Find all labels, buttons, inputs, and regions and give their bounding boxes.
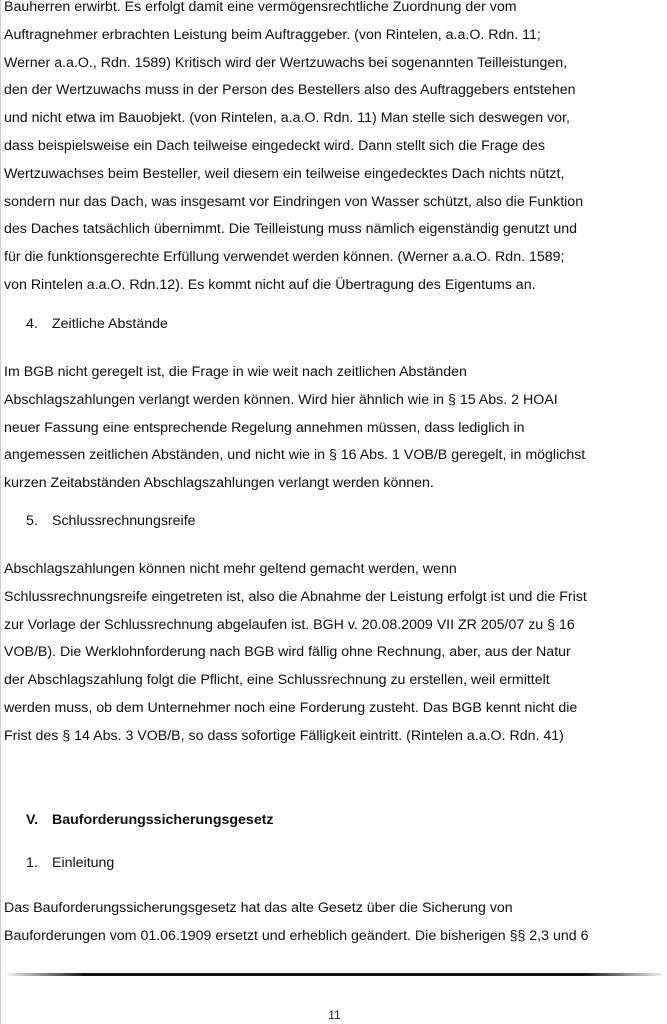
- text-line: dass beispielsweise ein Dach teilweise eingedeckt wird. Dann stellt sich die Frage des: [4, 137, 545, 154]
- heading-number: 5.: [26, 513, 38, 529]
- text-line: Abschlagszahlungen verlangt werden können. Wird hier ähnlich wie in § 15 Abs. 2 HOAI: [4, 391, 558, 408]
- text-line: Wertzuwachses beim Besteller, weil diesem ein teilweise eingedecktes Dach nichts nützt,: [4, 165, 565, 182]
- text-line: für die funktionsgerechte Erfüllung verwendet werden können. (Werner a.a.O. Rdn. 1589;: [4, 249, 565, 266]
- text-line: Werner a.a.O., Rdn. 1589) Kritisch wird der Wertzuwachs bei sogenannten Teilleistungen,: [4, 54, 568, 71]
- text-line: und nicht etwa im Bauobjekt. (von Rintelen, a.a.O. Rdn. 11) Man stelle sich deswegen vor,: [4, 110, 570, 127]
- text-line: zur Vorlage der Schlussrechnung abgelaufen ist. BGH v. 20.08.2009 VII ZR 205/07 zu § 16: [4, 616, 575, 633]
- text-line: Auftragnehmer erbrachten Leistung beim Auftraggeber. (von Rintelen, a.a.O. Rdn. 11;: [4, 26, 541, 43]
- paragraph-zeitliche-abstaende: [4, 359, 585, 498]
- text-line: sondern nur das Dach, was insgesamt vor Eindringen von Wasser schützt, also die Funktion: [4, 193, 584, 210]
- text-line: Das Bauforderungssicherungsgesetz hat das alte Gesetz über die Sicherung von: [4, 900, 513, 916]
- heading-title: Zeitliche Abstände: [52, 316, 168, 332]
- heading-number: 4.: [26, 316, 38, 332]
- page-number: 11: [328, 1008, 341, 1022]
- text-line: Schlussrechnungsreife eingetreten ist, also die Abnahme der Leistung erfolgt ist und die Frist: [4, 588, 587, 605]
- heading-einleitung: [26, 855, 114, 871]
- footer-divider: [7, 973, 662, 976]
- paragraph-wertzuwachs: [4, 0, 583, 300]
- heading-schlussrechnungsreife: [26, 513, 196, 529]
- text-line: Bauherren erwirbt. Es erfolgt damit eine vermögensrechtliche Zuordnung der vom: [4, 0, 517, 15]
- text-line: VOB/B). Die Werklohnforderung nach BGB wird fällig ohne Rechnung, aber, aus der Natur: [4, 644, 571, 661]
- heading-title: Einleitung: [52, 855, 115, 871]
- section-title: Bauforderungssicherungsgesetz: [52, 812, 274, 828]
- text-line: von Rintelen a.a.O. Rdn.12). Es kommt nicht auf die Übertragung des Eigentums an.: [4, 276, 536, 293]
- text-line: Abschlagszahlungen können nicht mehr geltend gemacht werden, wenn: [4, 561, 457, 577]
- section-number: V.: [26, 812, 39, 828]
- text-line: werden muss, ob dem Unternehmer noch eine Forderung zusteht. Das BGB kennt nicht die: [4, 699, 578, 716]
- section-heading-bauforderungssicherungsgesetz: [26, 812, 274, 828]
- text-line: neuer Fassung eine entsprechende Regelung annehmen müssen, dass lediglich in: [4, 419, 525, 436]
- text-line: angemessen zeitlichen Abständen, und nicht wie in § 16 Abs. 1 VOB/B geregelt, in möglichst: [4, 447, 586, 464]
- heading-zeitliche-abstaende: [26, 316, 168, 332]
- text-line: Frist des § 14 Abs. 3 VOB/B, so dass sofortige Fälligkeit eintritt. (Rintelen a.a.O. Rdn. 41): [4, 727, 564, 744]
- heading-number: 1.: [26, 855, 38, 871]
- paragraph-schlussrechnungsreife: [4, 556, 587, 751]
- text-line: der Abschlagszahlung folgt die Pflicht, eine Schlussrechnung zu erstellen, weil ermittelt: [4, 672, 550, 689]
- text-line: den der Wertzuwachs muss in der Person des Bestellers also des Auftraggebers entstehen: [4, 82, 576, 99]
- text-line: Im BGB nicht geregelt ist, die Frage in wie weit nach zeitlichen Abständen: [4, 364, 467, 380]
- text-line: des Daches tatsächlich übernimmt. Die Teilleistung muss nämlich eigenständig genutzt und: [4, 221, 578, 238]
- heading-title: Schlussrechnungsreife: [52, 513, 196, 529]
- text-line: Bauforderungen vom 01.06.1909 ersetzt und erheblich geändert. Die bisherigen §§ 2,3 und 6: [4, 927, 589, 944]
- text-line: kurzen Zeitabständen Abschlagszahlungen verlangt werden können.: [4, 475, 434, 492]
- paragraph-einleitung: [4, 895, 588, 951]
